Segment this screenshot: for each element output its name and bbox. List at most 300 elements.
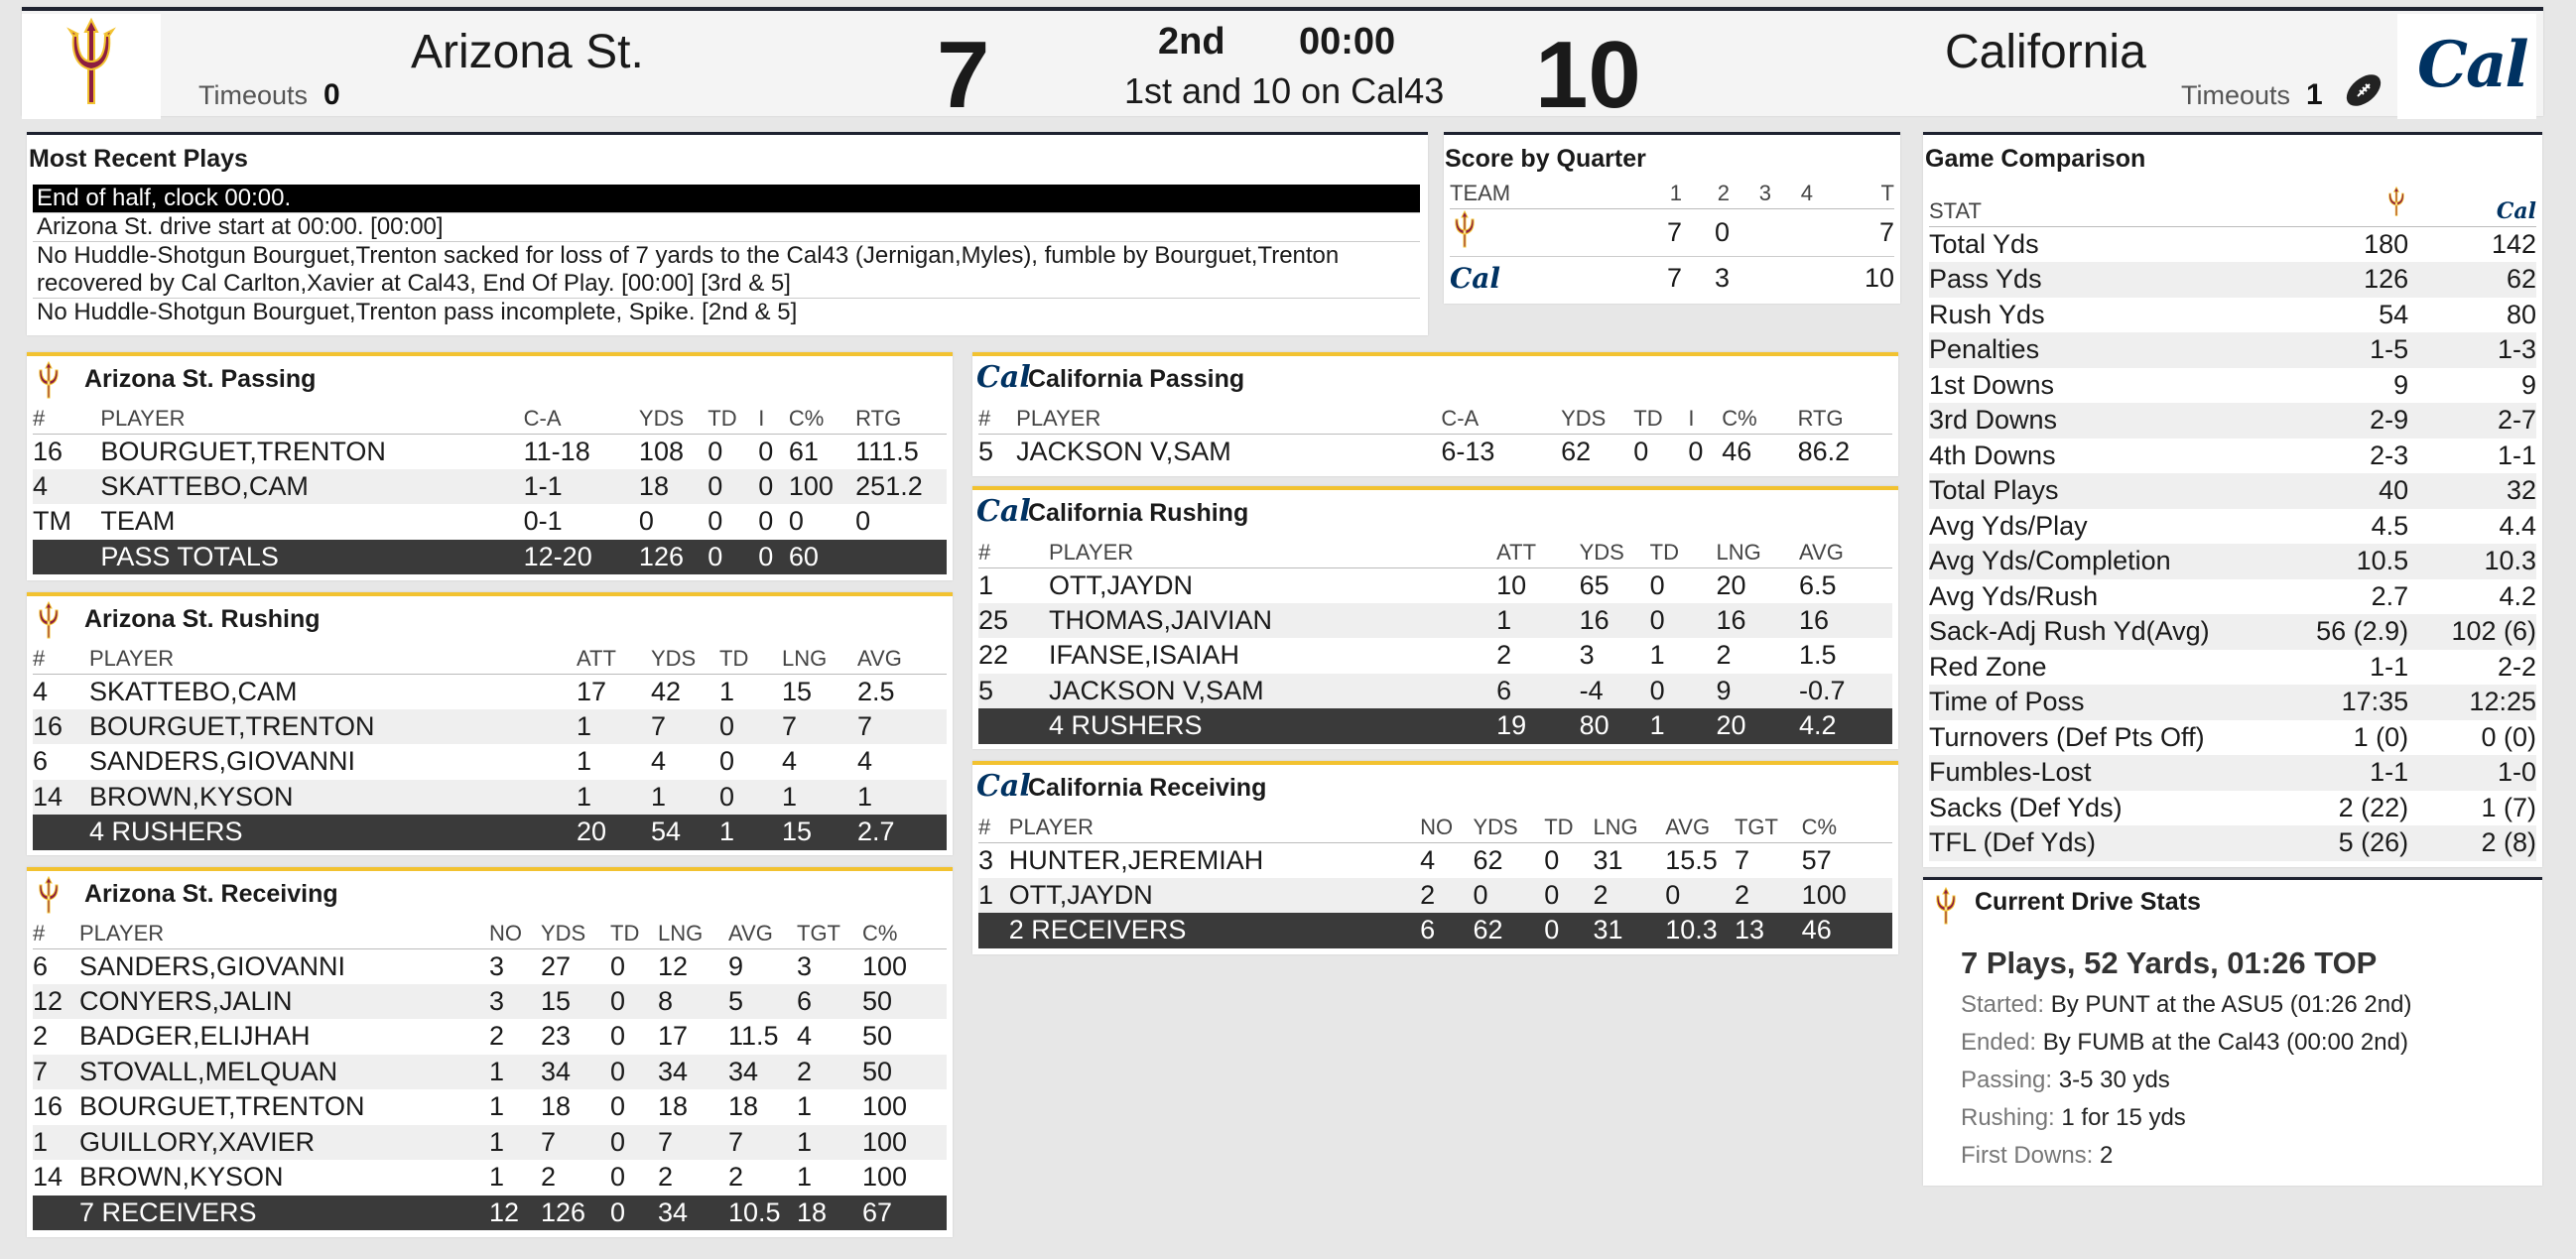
table-cell: 3: [489, 984, 541, 1020]
totals-row: [978, 913, 1892, 948]
column-header: YDS: [1580, 538, 1650, 567]
comparison-row: [1929, 650, 2536, 686]
drive-first-downs: [1961, 1142, 2113, 1170]
drive-rushing-value: 1 for 15 yds: [2061, 1104, 2186, 1131]
drive-first-downs-label: First Downs:: [1961, 1142, 2094, 1169]
drive-passing: [1961, 1067, 2170, 1094]
asu-stat-value: 9: [2393, 369, 2409, 400]
cal-stat-value: 1 (7): [2481, 792, 2536, 822]
stat-name: Pass Yds: [1929, 262, 2285, 298]
column-header: AVG: [1665, 813, 1735, 842]
play-item: No Huddle-Shotgun Bourguet,Trenton sacked for loss of 7 yards to the Cal43 (Jernigan,Myles), fumble by Bourguet,Trenton recovered by Cal Carlton,Xavier at Cal43, End Of Play. [00:00] [3rd & 5]: [33, 242, 1420, 299]
drive-summary: 7 Plays, 52 Yards, 01:26 TOP: [1961, 945, 2378, 980]
drive-passing-value: 3-5 30 yds: [2058, 1067, 2170, 1093]
stat-name: Total Plays: [1929, 473, 2285, 509]
drive-rushing-label: Rushing:: [1961, 1104, 2055, 1131]
column-header: YDS: [1473, 813, 1544, 842]
table-cell: 0: [758, 540, 789, 575]
table-cell: 1: [651, 780, 719, 816]
table-row: [978, 878, 1892, 914]
asu-stat-value: 1-5: [2285, 332, 2428, 368]
table-cell: 7: [33, 1055, 79, 1090]
table-cell: 20: [1716, 569, 1746, 600]
table-cell: 3: [1579, 640, 1595, 671]
cal-logo: Cal: [976, 360, 1031, 395]
table-row: [33, 434, 947, 469]
column-header: TD: [719, 644, 782, 674]
table-cell: 0: [610, 1162, 626, 1193]
table-cell: 18: [541, 1091, 572, 1122]
table-cell: 6: [33, 746, 49, 777]
table-cell: 4: [857, 746, 873, 777]
asu-stat-value: 17:35: [2285, 685, 2428, 720]
table-cell: 7: [1734, 844, 1750, 875]
comparison-row: [1929, 439, 2536, 474]
asu-stat-value: 1-1: [2370, 651, 2409, 682]
asu-stat-value: 2-3: [2370, 440, 2409, 470]
table-cell: 86.2: [1797, 436, 1851, 466]
table-cell: 108: [638, 436, 684, 466]
asu-pitchfork-icon: [34, 875, 64, 915]
table-cell: 27: [541, 950, 572, 981]
table-cell: THOMAS,JAIVIAN: [1049, 603, 1496, 639]
table-cell: SKATTEBO,CAM: [100, 469, 523, 505]
stat-name: Fumbles-Lost: [1929, 755, 2285, 791]
table-cell: 1: [489, 1125, 541, 1161]
cal-stat-value: 142: [2491, 229, 2536, 259]
table-cell: 34: [728, 1055, 797, 1090]
column-header: TD: [1650, 538, 1717, 567]
column-header: LNG: [658, 919, 728, 948]
table-cell: 4: [651, 746, 667, 777]
asu-rushing-table: [33, 644, 947, 850]
cal-stat-value: 1-1: [2497, 440, 2536, 470]
column-header: PLAYER: [1049, 538, 1496, 567]
table-cell: 1-1: [524, 469, 639, 505]
table-row: [978, 842, 1892, 878]
column-header: 1: [1638, 179, 1690, 208]
table-cell: 0: [788, 506, 804, 537]
cal-stat-value: 2 (8): [2428, 825, 2536, 861]
table-cell: PASS TOTALS: [100, 540, 523, 575]
table-cell: TM: [33, 506, 71, 537]
cal-stat-value: 1-3: [2428, 332, 2536, 368]
table-cell: 50: [862, 1021, 893, 1052]
current-drive-panel: [1923, 877, 2542, 1186]
play-item: End of half, clock 00:00.: [33, 185, 1420, 213]
table-cell: 2: [1735, 878, 1802, 914]
table-cell: 6: [797, 984, 862, 1020]
cal-stat-value: 1-0: [2428, 755, 2536, 791]
table-cell: 7: [728, 1125, 797, 1161]
table-cell: 15: [782, 676, 813, 706]
table-cell: 4: [33, 676, 49, 706]
asu-passing-panel: [27, 352, 953, 580]
table-cell: 6-13: [1441, 436, 1495, 466]
stat-name: 4th Downs: [1929, 440, 2056, 470]
table-cell: 7: [658, 1125, 728, 1161]
drive-started-label: Started:: [1961, 991, 2045, 1018]
table-cell: 6: [1420, 913, 1473, 948]
column-header: PLAYER: [1016, 404, 1441, 434]
table-cell: 0: [1665, 878, 1735, 914]
comparison-row: [1929, 298, 2536, 333]
table-cell: 18: [658, 1091, 689, 1122]
asu-passing-table: [33, 404, 947, 574]
table-cell: 1: [577, 746, 592, 777]
table-cell: 0: [1544, 913, 1593, 948]
column-header: TEAM: [1450, 179, 1638, 208]
table-cell: 0: [1633, 436, 1649, 466]
table-cell: [33, 1196, 79, 1231]
table-cell: 57: [1801, 844, 1832, 875]
game-comparison-title: Game Comparison: [1925, 145, 2146, 173]
score-cell: 7: [1666, 216, 1682, 247]
column-header: PLAYER: [79, 919, 489, 948]
table-cell: 0: [610, 1125, 658, 1161]
cal-receiving-title: California Receiving: [1028, 774, 1267, 802]
table-cell: 2: [489, 1021, 505, 1052]
table-cell: 0: [610, 950, 626, 981]
table-row: [33, 504, 947, 540]
table-cell: 10.5: [728, 1196, 797, 1231]
cal-stat-value: 0 (0): [2481, 721, 2536, 752]
score-cell: 0: [1714, 216, 1730, 247]
column-header: RTG: [855, 404, 947, 434]
asu-stat-value: 180: [2364, 229, 2409, 259]
asu-pitchfork-icon: [34, 600, 64, 640]
stat-name: Turnovers (Def Pts Off): [1929, 721, 2205, 752]
column-header: 2: [1690, 179, 1738, 208]
table-cell: 4 RUSHERS: [89, 815, 577, 850]
asu-logo-box: [22, 14, 161, 119]
table-cell: -0.7: [1799, 674, 1892, 709]
table-row: [33, 1019, 947, 1055]
table-row: [1450, 208, 1894, 256]
table-row: [978, 603, 1892, 639]
table-cell: 1: [33, 1125, 79, 1161]
table-cell: 5: [978, 674, 1049, 709]
table-cell: 15.5: [1665, 844, 1718, 875]
column-header: YDS: [541, 919, 610, 948]
table-row: [33, 1160, 947, 1196]
table-cell: 11.5: [728, 1021, 779, 1052]
cal-rushing-panel: [972, 486, 1898, 749]
table-row: [33, 1055, 947, 1090]
table-cell: 46: [1802, 913, 1892, 948]
column-header: #: [33, 404, 100, 434]
comparison-row: [1929, 720, 2536, 756]
score-by-quarter-table: [1450, 179, 1894, 300]
table-row: [33, 744, 947, 780]
table-cell: 9: [1716, 674, 1799, 709]
table-cell: 54: [651, 815, 719, 850]
comparison-row: [1929, 685, 2536, 720]
table-cell: 0: [708, 469, 758, 505]
asu-stat-value: 4.5: [2371, 510, 2409, 541]
table-cell: 10: [1496, 569, 1527, 600]
cal-receiving-panel: [972, 761, 1898, 954]
asu-stat-value: 1-1: [2285, 755, 2428, 791]
table-cell: 19: [1496, 708, 1580, 744]
stat-name: Sacks (Def Yds): [1929, 792, 2123, 822]
away-timeouts-value: 1: [2306, 78, 2323, 111]
cal-stat-value: 80: [2506, 299, 2536, 329]
comparison-row: [1929, 227, 2536, 263]
table-cell: 12: [489, 1196, 541, 1231]
column-header: YDS: [1561, 404, 1633, 434]
column-header: NO: [489, 919, 541, 948]
table-cell: 23: [541, 1021, 572, 1052]
cal-logo-box: [2397, 14, 2536, 119]
home-timeouts-label: Timeouts: [198, 80, 309, 110]
table-cell: 2: [1716, 640, 1732, 671]
column-header: #: [978, 538, 1049, 567]
table-cell: 62: [1473, 844, 1503, 875]
table-cell: OTT,JAYDN: [1009, 878, 1420, 914]
comparison-row: [1929, 791, 2536, 826]
table-cell: 6: [33, 950, 49, 981]
table-cell: 50: [862, 1055, 947, 1090]
table-cell: 0: [610, 1091, 626, 1122]
table-cell: 3: [797, 950, 813, 981]
recent-plays-title: Most Recent Plays: [29, 145, 248, 173]
table-cell: BOURGUET,TRENTON: [89, 709, 577, 745]
table-cell: 22: [978, 640, 1009, 671]
table-cell: [978, 708, 1049, 744]
totals-row: [978, 708, 1892, 744]
cal-logo: Cal: [2417, 28, 2527, 102]
table-cell: 67: [862, 1196, 947, 1231]
table-cell: SANDERS,GIOVANNI: [79, 950, 346, 981]
cal-stat-value: 32: [2428, 473, 2536, 509]
score-cell: [1779, 256, 1821, 300]
home-team-name: Arizona St.: [411, 26, 644, 78]
asu-stat-value: 2 (22): [2338, 792, 2409, 822]
table-cell: BROWN,KYSON: [89, 780, 577, 816]
table-cell: SKATTEBO,CAM: [89, 676, 298, 706]
column-header: NO: [1420, 813, 1473, 842]
column-header: C-A: [524, 404, 639, 434]
stat-name: Avg Yds/Rush: [1929, 580, 2099, 611]
table-cell: 65: [1579, 569, 1610, 600]
table-cell: SANDERS,GIOVANNI: [89, 746, 356, 777]
cal-stat-value: 4.2: [2499, 580, 2536, 611]
table-cell: 14: [33, 780, 89, 816]
home-score: 7: [937, 22, 990, 128]
table-cell: 2.5: [857, 676, 895, 706]
asu-receiving-table: [33, 919, 947, 1230]
cal-stat-value: 62: [2428, 262, 2536, 298]
drive-ended: [1961, 1029, 2408, 1057]
cal-passing-table: [978, 404, 1892, 469]
table-cell: 13: [1735, 913, 1802, 948]
asu-stat-value: 40: [2285, 473, 2428, 509]
column-header: LNG: [782, 644, 857, 674]
table-cell: BADGER,ELIJHAH: [79, 1021, 311, 1052]
table-cell: HUNTER,JEREMIAH: [1008, 844, 1264, 875]
table-cell: 61: [788, 436, 819, 466]
cal-stat-value: 12:25: [2428, 685, 2536, 720]
table-cell: 12: [658, 950, 689, 981]
table-cell: 15: [782, 815, 857, 850]
table-cell: 0: [610, 984, 658, 1020]
table-cell: 0: [708, 506, 723, 537]
column-header: 4: [1779, 179, 1821, 208]
recent-plays-panel: [27, 132, 1428, 335]
score-cell: [1779, 208, 1821, 256]
table-row: [33, 948, 947, 984]
table-cell: 0: [719, 780, 782, 816]
table-cell: 4: [782, 746, 798, 777]
column-header: YDS: [639, 404, 708, 434]
table-cell: 12-20: [524, 540, 639, 575]
drive-passing-label: Passing:: [1961, 1067, 2053, 1093]
table-cell: 126: [639, 540, 708, 575]
game-clock: 00:00: [1299, 21, 1396, 63]
column-header: C-A: [1441, 404, 1561, 434]
table-row: [33, 674, 947, 709]
column-header: YDS: [651, 644, 719, 674]
table-cell: 17: [577, 676, 607, 706]
comparison-row: [1929, 825, 2536, 861]
table-cell: 12: [33, 984, 79, 1020]
table-cell: 100: [862, 1162, 908, 1193]
column-header: ATT: [577, 644, 651, 674]
table-cell: 18: [639, 469, 708, 505]
table-cell: 16: [33, 436, 64, 466]
asu-stat-value: 5 (26): [2285, 825, 2428, 861]
table-cell: 0: [610, 1021, 626, 1052]
table-cell: 100: [862, 950, 908, 981]
comparison-row: [1929, 614, 2536, 650]
play-item: Arizona St. drive start at 00:00. [00:00]: [33, 213, 1420, 242]
comparison-row: [1929, 473, 2536, 509]
table-cell: 0: [1544, 878, 1593, 914]
away-timeouts-label: Timeouts: [2181, 80, 2291, 110]
asu-receiving-panel: [27, 867, 953, 1237]
table-row: [978, 434, 1892, 469]
table-cell: 42: [651, 676, 682, 706]
table-cell: BROWN,KYSON: [79, 1162, 284, 1193]
comparison-row: [1929, 579, 2536, 615]
table-cell: 0: [1650, 674, 1717, 709]
table-cell: 7: [857, 709, 947, 745]
table-cell: 1: [489, 1055, 541, 1090]
table-cell: 8: [658, 984, 728, 1020]
column-header: PLAYER: [100, 404, 523, 434]
table-cell: 100: [862, 1091, 908, 1122]
play-item: No Huddle-Shotgun Bourguet,Trenton pass incomplete, Spike. [2nd & 5]: [37, 299, 798, 325]
table-cell: 1: [978, 569, 994, 600]
table-cell: 0: [708, 540, 758, 575]
table-row: [33, 709, 947, 745]
stat-name: Avg Yds/Completion: [1929, 544, 2285, 579]
table-cell: 7: [782, 709, 857, 745]
stat-name: Red Zone: [1929, 651, 2047, 682]
table-cell: 0: [758, 469, 789, 505]
cal-logo: Cal: [2496, 198, 2536, 224]
cal-stat-value: 9: [2520, 369, 2536, 400]
table-cell: 4: [33, 469, 100, 505]
table-cell: CONYERS,JALIN: [79, 984, 489, 1020]
table-cell: 4: [797, 1021, 813, 1052]
drive-started: [1961, 991, 2411, 1019]
table-cell: 34: [658, 1055, 728, 1090]
table-cell: [855, 540, 947, 575]
table-cell: 0: [708, 436, 723, 466]
table-cell: 2: [33, 1021, 49, 1052]
table-cell: 2: [728, 1162, 744, 1193]
asu-pitchfork-icon: [2384, 185, 2408, 218]
table-cell: 126: [541, 1196, 610, 1231]
comparison-row: [1929, 262, 2536, 298]
table-cell: 34: [541, 1055, 610, 1090]
cal-stat-value: 2-2: [2497, 651, 2536, 682]
asu-receiving-title: Arizona St. Receiving: [84, 880, 338, 908]
table-cell: 6: [1496, 674, 1580, 709]
table-cell: 1: [1649, 640, 1665, 671]
table-cell: 16: [33, 709, 89, 745]
stat-name: TFL (Def Yds): [1929, 825, 2285, 861]
table-cell: 16: [1799, 603, 1892, 639]
asu-rushing-panel: [27, 592, 953, 855]
comparison-row: [1929, 755, 2536, 791]
table-cell: 16: [1716, 603, 1799, 639]
table-cell: 100: [862, 1125, 947, 1161]
column-header: TD: [1633, 404, 1688, 434]
table-cell: 0: [1544, 844, 1560, 875]
table-cell: 251.2: [855, 469, 947, 505]
stat-name: Time of Poss: [1929, 685, 2285, 720]
asu-stat-value: 1 (0): [2353, 721, 2409, 752]
table-cell: STOVALL,MELQUAN: [79, 1055, 489, 1090]
table-row: [978, 638, 1892, 674]
table-cell: 100: [1802, 878, 1892, 914]
score-cell: 7: [1638, 256, 1690, 300]
cal-stat-value: 102 (6): [2428, 614, 2536, 650]
table-cell: 11-18: [523, 436, 590, 466]
cal-logo: Cal: [976, 769, 1031, 804]
table-cell: 5: [728, 984, 797, 1020]
table-cell: 3: [489, 950, 505, 981]
score-cell: [1738, 208, 1779, 256]
column-header: #: [33, 919, 79, 948]
drive-first-downs-value: 2: [2100, 1142, 2114, 1169]
table-cell: JACKSON V,SAM: [1016, 436, 1231, 466]
table-cell: 15: [541, 984, 610, 1020]
comparison-row: [1929, 332, 2536, 368]
table-row: [33, 1089, 947, 1125]
column-header: TGT: [797, 919, 862, 948]
table-cell: 1: [1650, 708, 1717, 744]
table-cell: 0: [1650, 603, 1717, 639]
table-cell: 31: [1593, 913, 1665, 948]
column-header: LNG: [1593, 813, 1665, 842]
table-cell: 46: [1722, 436, 1752, 466]
totals-row: [33, 815, 947, 850]
asu-stat-value: 10.5: [2285, 544, 2428, 579]
table-cell: 0: [719, 746, 735, 777]
stat-name: Rush Yds: [1929, 299, 2045, 329]
column-header: C%: [789, 404, 855, 434]
score-cell: 10: [1821, 256, 1894, 300]
table-cell: 0: [610, 1196, 658, 1231]
table-cell: 7: [651, 709, 719, 745]
cal-rushing-title: California Rushing: [1028, 499, 1249, 527]
table-cell: 1: [797, 1162, 813, 1193]
quarter: 2nd: [1158, 21, 1225, 63]
